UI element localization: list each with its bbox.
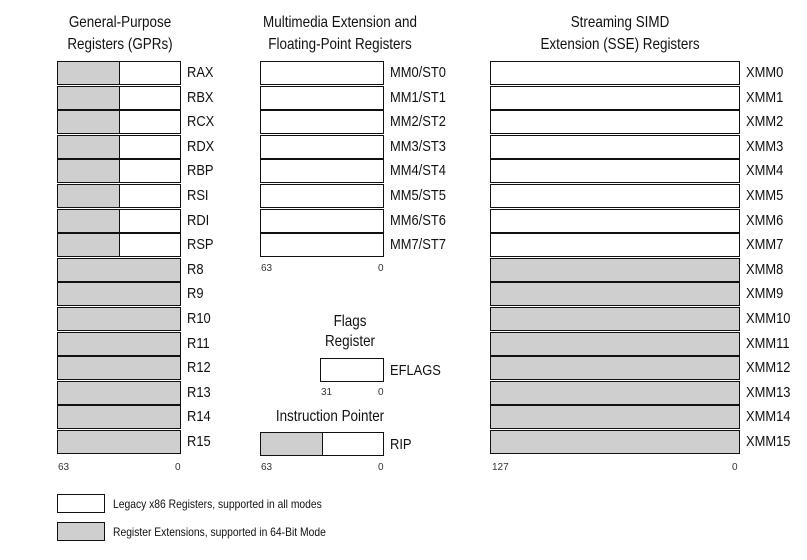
sse-register-box — [490, 307, 740, 331]
gpr-register-label: RCX — [187, 113, 215, 131]
gpr-bit-high: 63 — [58, 462, 70, 473]
gpr-register-label: RSI — [187, 187, 209, 204]
gpr-register-box — [57, 332, 181, 356]
gpr-register-label: R11 — [187, 334, 210, 352]
legend-extension-text: Register Extensions, supported in 64-Bit Mode — [113, 525, 326, 539]
mmx-register-box — [260, 159, 384, 183]
gpr-register-box — [57, 307, 181, 331]
sse-register-label: XMM14 — [746, 408, 791, 426]
sse-register-label: XMM2 — [746, 113, 784, 131]
mmx-title-line1: Multimedia Extension and — [263, 14, 417, 31]
sse-register-box — [490, 405, 740, 429]
flags-title-line1: Flags — [333, 313, 367, 330]
gpr-register-box — [57, 356, 181, 380]
mmx-register-box — [260, 110, 384, 134]
sse-register-label: XMM8 — [746, 260, 784, 278]
sse-register-label: XMM13 — [746, 383, 791, 401]
sse-register-label: XMM1 — [746, 88, 784, 106]
gpr-register-box — [57, 405, 181, 429]
sse-title — [528, 12, 713, 56]
sse-register-box — [490, 233, 740, 257]
gpr-register-label: R15 — [187, 433, 211, 450]
mmx-register-label: MM0/ST0 — [390, 64, 446, 81]
gpr-register-box — [57, 282, 181, 306]
sse-register-box — [490, 209, 740, 233]
eflags-register-label: EFLAGS — [390, 362, 441, 379]
gpr-register-label: RDX — [187, 137, 215, 155]
flags-title-line2: Register — [324, 333, 376, 350]
sse-register-box — [490, 356, 740, 380]
gpr-register-label: RAX — [187, 64, 214, 81]
sse-register-box — [490, 258, 740, 282]
gpr-title — [53, 12, 187, 56]
gpr-register-label: R8 — [187, 260, 204, 278]
sse-register-box — [490, 184, 740, 208]
gpr-register-label: R14 — [187, 408, 211, 426]
sse-register-label: XMM6 — [746, 211, 784, 229]
mmx-register-label: MM4/ST4 — [390, 162, 446, 180]
gpr-title-line1: General-Purpose — [68, 14, 172, 31]
sse-title-line1: Streaming SIMD — [570, 14, 670, 31]
mmx-register-label: MM3/ST3 — [390, 137, 446, 155]
gpr-register-label: RBP — [187, 162, 214, 180]
sse-register-label: XMM12 — [746, 359, 791, 377]
mmx-title — [243, 12, 436, 56]
ip-title: Instruction Pointer — [275, 408, 385, 425]
legend-extension-swatch — [57, 522, 105, 541]
sse-register-label: XMM11 — [746, 334, 790, 352]
gpr-register-box — [57, 184, 181, 208]
gpr-register-label: RBX — [187, 88, 214, 106]
mmx-register-box — [260, 86, 384, 110]
gpr-extension-fill — [58, 210, 120, 232]
gpr-register-box — [57, 258, 181, 282]
mmx-register-box — [260, 233, 384, 257]
gpr-register-label: R13 — [187, 383, 211, 401]
gpr-register-box — [57, 381, 181, 405]
sse-register-label: XMM4 — [746, 162, 784, 180]
sse-register-box — [490, 110, 740, 134]
sse-title-line2: Extension (SSE) Registers — [540, 36, 700, 53]
ip-bit-low: 0 — [378, 462, 384, 473]
gpr-register-box — [57, 135, 181, 159]
gpr-register-box — [57, 110, 181, 134]
mmx-register-box — [260, 184, 384, 208]
gpr-register-box — [57, 159, 181, 183]
sse-register-label: XMM9 — [746, 285, 784, 303]
ip-bit-high: 63 — [261, 462, 273, 473]
mmx-register-label: MM2/ST2 — [390, 113, 446, 131]
sse-register-label: XMM5 — [746, 187, 784, 204]
gpr-register-label: R12 — [187, 359, 211, 377]
gpr-extension-fill — [58, 111, 120, 133]
sse-bit-high: 127 — [492, 462, 509, 473]
rip-register-box — [260, 432, 384, 456]
sse-bit-low: 0 — [732, 462, 738, 473]
rip-extension-fill — [261, 433, 323, 455]
sse-register-label: XMM3 — [746, 137, 784, 155]
gpr-register-label: RDI — [187, 211, 210, 229]
gpr-title-line2: Registers (GPRs) — [67, 36, 173, 53]
sse-register-label: XMM10 — [746, 310, 791, 327]
sse-register-label: XMM15 — [746, 433, 791, 450]
mmx-bit-high: 63 — [261, 263, 273, 274]
gpr-extension-fill — [58, 62, 120, 84]
gpr-register-box — [57, 233, 181, 257]
flags-bit-high: 31 — [321, 387, 333, 398]
gpr-extension-fill — [58, 234, 120, 256]
mmx-register-label: MM5/ST5 — [390, 187, 446, 204]
gpr-register-box — [57, 61, 181, 85]
flags-title — [308, 312, 392, 352]
mmx-register-label: MM6/ST6 — [390, 211, 446, 229]
gpr-register-box — [57, 209, 181, 233]
eflags-register-box — [320, 358, 384, 382]
mmx-register-label: MM7/ST7 — [390, 236, 446, 254]
gpr-register-label: RSP — [187, 236, 214, 254]
sse-register-label: XMM7 — [746, 236, 784, 254]
mmx-bit-low: 0 — [378, 263, 384, 274]
gpr-register-box — [57, 430, 181, 454]
mmx-register-label: MM1/ST1 — [390, 88, 446, 106]
mmx-register-box — [260, 209, 384, 233]
sse-register-box — [490, 282, 740, 306]
gpr-register-label: R9 — [187, 285, 204, 303]
sse-register-box — [490, 381, 740, 405]
sse-register-box — [490, 86, 740, 110]
gpr-extension-fill — [58, 160, 120, 182]
legend-legacy-swatch — [57, 494, 105, 513]
gpr-extension-fill — [58, 87, 120, 109]
sse-register-box — [490, 430, 740, 454]
mmx-register-box — [260, 61, 384, 85]
sse-register-box — [490, 159, 740, 183]
gpr-bit-low: 0 — [175, 462, 181, 473]
flags-bit-low: 0 — [378, 387, 384, 398]
sse-register-box — [490, 61, 740, 85]
sse-register-label: XMM0 — [746, 64, 784, 81]
legend-legacy-text: Legacy x86 Registers, supported in all modes — [113, 497, 322, 511]
sse-register-box — [490, 332, 740, 356]
gpr-register-label: R10 — [187, 310, 211, 327]
gpr-extension-fill — [58, 136, 120, 158]
sse-register-box — [490, 135, 740, 159]
mmx-title-line2: Floating-Point Registers — [268, 36, 412, 53]
mmx-register-box — [260, 135, 384, 159]
gpr-register-box — [57, 86, 181, 110]
gpr-extension-fill — [58, 185, 120, 207]
rip-register-label: RIP — [390, 436, 412, 453]
